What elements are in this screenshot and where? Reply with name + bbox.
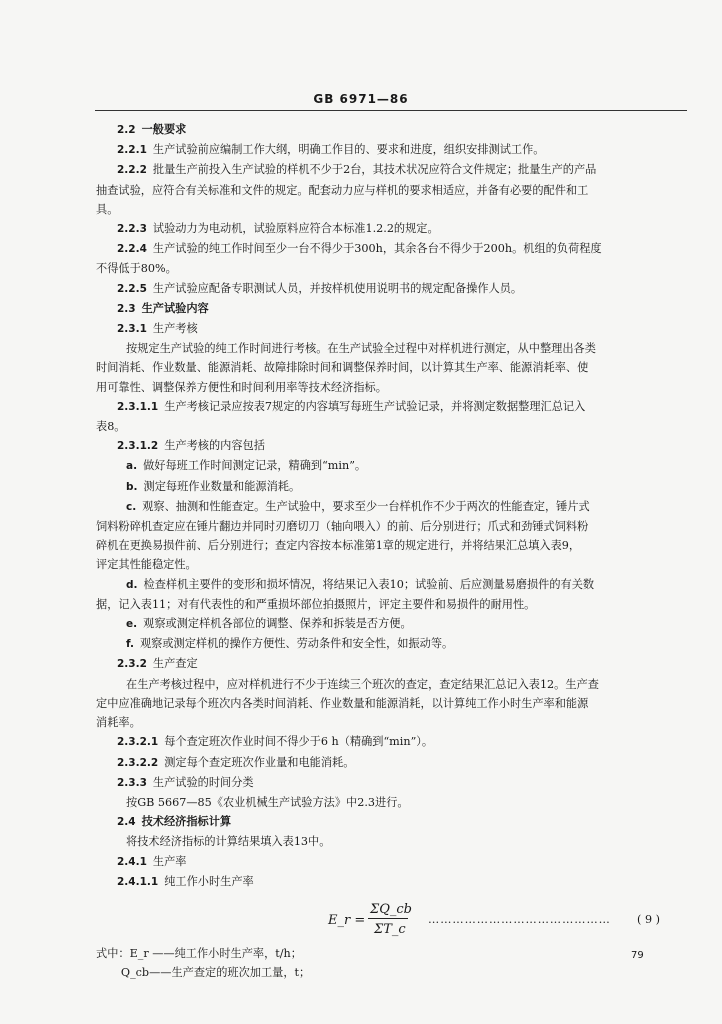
clause-number: 2.2 bbox=[117, 124, 136, 136]
text-line bbox=[96, 200, 682, 219]
clause-number: 2.2.5 bbox=[117, 282, 147, 295]
text-line bbox=[96, 319, 682, 339]
clause-number: 2.4.1.1 bbox=[117, 875, 159, 888]
text-line bbox=[96, 477, 682, 497]
clause-text: 测定每个查定班次作业量和电能消耗。 bbox=[164, 755, 355, 769]
text-line bbox=[96, 436, 682, 456]
clause-text: 将技术经济指标的计算结果填入表13中。 bbox=[126, 835, 331, 849]
text-line bbox=[96, 279, 682, 299]
text-line bbox=[96, 675, 682, 694]
clause-number: 2.3.1.2 bbox=[117, 440, 159, 453]
clause-text: 观察或测定样机各部位的调整、保养和拆装是否方便。 bbox=[143, 617, 412, 631]
fraction-bar bbox=[368, 918, 408, 919]
text-line bbox=[96, 120, 682, 140]
text-line bbox=[96, 259, 682, 278]
clause-text: 时间消耗、作业数量、能源消耗、故障排除时间和调整保养时间，以计算其生产率、能源消耗率、使 bbox=[96, 361, 589, 375]
clause-text: 用可靠性、调整保养方便性和时间利用率等技术经济指标。 bbox=[96, 380, 387, 394]
text-line bbox=[96, 239, 682, 259]
clause-text: 检查样机主要件的变形和损坏情况，将结果记入表10；试验前、后应测量易磨损件的有关数 bbox=[143, 577, 595, 591]
formula-variable-definition: Q_cb——生产查定的班次加工量，t； bbox=[96, 966, 311, 980]
clause-number: 2.3.2.2 bbox=[117, 756, 159, 769]
clause-text: 定中应准确地记录每个班次内各类时间消耗、作业数量和能源消耗，以计算纯工作小时生产率和能源 bbox=[96, 696, 589, 710]
header-rule bbox=[95, 110, 687, 111]
clause-text: 生产试验的时间分类 bbox=[152, 775, 254, 789]
clause-text: 纯工作小时生产率 bbox=[164, 874, 254, 888]
clause-number: 2.2.3 bbox=[117, 223, 147, 236]
clause-number: f. bbox=[126, 638, 134, 651]
leader-dots: ……………………………………… bbox=[428, 912, 611, 926]
clause-text: 据，记入表11；对有代表性的和严重损坏部位拍摄照片，评定主要件和易损件的耐用性。 bbox=[96, 597, 536, 611]
clause-number: b. bbox=[126, 480, 138, 493]
text-line bbox=[96, 160, 682, 180]
clause-number: 2.4.1 bbox=[117, 855, 147, 868]
text-line bbox=[96, 713, 682, 732]
clause-text: 评定其性能稳定性。 bbox=[96, 558, 197, 572]
clause-text: 一般要求 bbox=[141, 122, 187, 136]
clause-number: 2.3.2 bbox=[117, 658, 147, 671]
clause-text: 生产考核记录应按表7规定的内容填写每班生产试验记录，并将测定数据整理汇总记入 bbox=[164, 399, 586, 413]
clause-text: 消耗率。 bbox=[96, 716, 141, 730]
clause-text: 生产考核的内容包括 bbox=[164, 439, 265, 453]
text-line bbox=[96, 575, 682, 595]
clause-number: 2.2.4 bbox=[117, 243, 147, 256]
clause-text: 批量生产前投入生产试验的样机不少于2台，其技术状况应符合文件规定；批量生产的产品 bbox=[152, 163, 597, 177]
text-line bbox=[96, 517, 682, 536]
clause-text: 具。 bbox=[96, 202, 119, 216]
text-line bbox=[96, 732, 682, 752]
clause-text: 生产考核 bbox=[152, 322, 198, 336]
clause-text: 测定每班作业数量和能源消耗。 bbox=[143, 479, 301, 493]
text-line bbox=[96, 497, 682, 517]
clause-text: 在生产考核过程中，应对样机进行不少于连续三个班次的查定，查定结果汇总记入表12。生产查 bbox=[126, 677, 599, 691]
clause-text: 做好每班工作时间测定记录，精确到“min”。 bbox=[143, 459, 367, 473]
page-number: 79 bbox=[631, 950, 644, 961]
text-line bbox=[96, 456, 682, 476]
clause-text: 生产试验内容 bbox=[141, 300, 209, 315]
text-line bbox=[96, 378, 682, 397]
formula-numerator: ΣQ_cb bbox=[370, 901, 412, 917]
text-line bbox=[96, 339, 682, 358]
text-line bbox=[96, 358, 682, 377]
formula-variable-definition: 式中：E_r ——纯工作小时生产率，t/h； bbox=[96, 946, 302, 960]
formula-lhs: E_r = bbox=[328, 912, 366, 928]
text-line bbox=[96, 634, 682, 654]
clause-number: 2.4 bbox=[117, 816, 136, 829]
clause-number: e. bbox=[126, 618, 138, 631]
clause-text: 饲料粉碎机查定应在锤片翻边并同时刃磨切刀（轴向喂入）的前、后分别进行；爪式和劲锤式饲料粉 bbox=[96, 520, 589, 534]
text-line bbox=[96, 793, 682, 812]
text-line bbox=[96, 694, 682, 713]
clause-text: 生产试验应配备专职测试人员，并按样机使用说明书的规定配备操作人员。 bbox=[152, 281, 523, 295]
clause-text: 抽查试验，应符合有关标准和文件的规定。配套动力应与样机的要求相适应，并备有必要的配件和工 bbox=[96, 183, 589, 197]
clause-text: 试验动力为电动机，试验原料应符合本标准1.2.2的规定。 bbox=[152, 222, 439, 236]
text-line bbox=[96, 832, 682, 851]
text-line bbox=[96, 614, 682, 634]
text-line bbox=[96, 219, 682, 239]
text-line bbox=[96, 812, 682, 832]
clause-number: d. bbox=[126, 578, 138, 591]
standard-header: GB 6971—86 bbox=[313, 92, 409, 106]
formula-denominator: ΣT_c bbox=[374, 921, 406, 937]
clause-text: 表8。 bbox=[96, 420, 126, 434]
clause-text: 生产率 bbox=[152, 854, 187, 868]
clause-text: 生产试验前应编制工作大纲，明确工作目的、要求和进度，组织安排测试工作。 bbox=[152, 143, 545, 157]
clause-number: a. bbox=[126, 460, 138, 473]
text-line bbox=[96, 872, 682, 892]
clause-text: 不得低于80%。 bbox=[96, 262, 177, 276]
text-line bbox=[96, 397, 682, 417]
text-line bbox=[96, 753, 682, 773]
clause-text: 生产试验的纯工作时间至少一台不得少于300h，其余各台不得少于200h。机组的负荷程度 bbox=[152, 242, 602, 256]
clause-text: 按规定生产试验的纯工作时间进行考核。在生产试验全过程中对样机进行测定，从中整理出各类 bbox=[126, 342, 596, 356]
clause-number: 2.3.1.1 bbox=[117, 400, 159, 413]
document-body bbox=[96, 120, 682, 982]
clause-number: 2.3.2.1 bbox=[117, 736, 159, 749]
clause-number: 2.3 bbox=[117, 302, 136, 315]
text-line bbox=[96, 140, 682, 160]
clause-text: 碎机在更换易损件前、后分别进行；查定内容按本标准第1章的规定进行，并将结果汇总填入表9， bbox=[96, 539, 581, 553]
text-line bbox=[96, 417, 682, 436]
clause-text: 观察、抽测和性能查定。生产试验中，要求至少一台样机作不少于两次的性能查定，锤片式 bbox=[142, 499, 590, 513]
clause-text: 生产查定 bbox=[152, 657, 198, 671]
clause-text: 技术经济指标计算 bbox=[141, 814, 232, 829]
clause-number: 2.2.1 bbox=[117, 144, 147, 157]
text-line bbox=[96, 773, 682, 793]
text-line bbox=[96, 536, 682, 555]
clause-text: 观察或测定样机的操作方便性、劳动条件和安全性，如振动等。 bbox=[139, 637, 454, 651]
text-line bbox=[96, 555, 682, 574]
clause-number: 2.3.3 bbox=[117, 776, 147, 789]
text-line bbox=[96, 595, 682, 614]
clause-text: 每个查定班次作业时间不得少于6 h（精确到“min”）。 bbox=[164, 735, 434, 749]
equation-number: ( 9 ) bbox=[637, 912, 660, 926]
text-line bbox=[96, 181, 682, 200]
clause-number: 2.3.1 bbox=[117, 323, 147, 336]
text-line bbox=[96, 299, 682, 319]
formula-9 bbox=[96, 896, 682, 944]
text-line bbox=[96, 654, 682, 674]
clause-number: 2.2.2 bbox=[117, 164, 147, 177]
clause-number: c. bbox=[126, 500, 137, 513]
clause-text: 按GB 5667—85《农业机械生产试验方法》中2.3进行。 bbox=[126, 795, 409, 809]
text-line bbox=[96, 852, 682, 872]
